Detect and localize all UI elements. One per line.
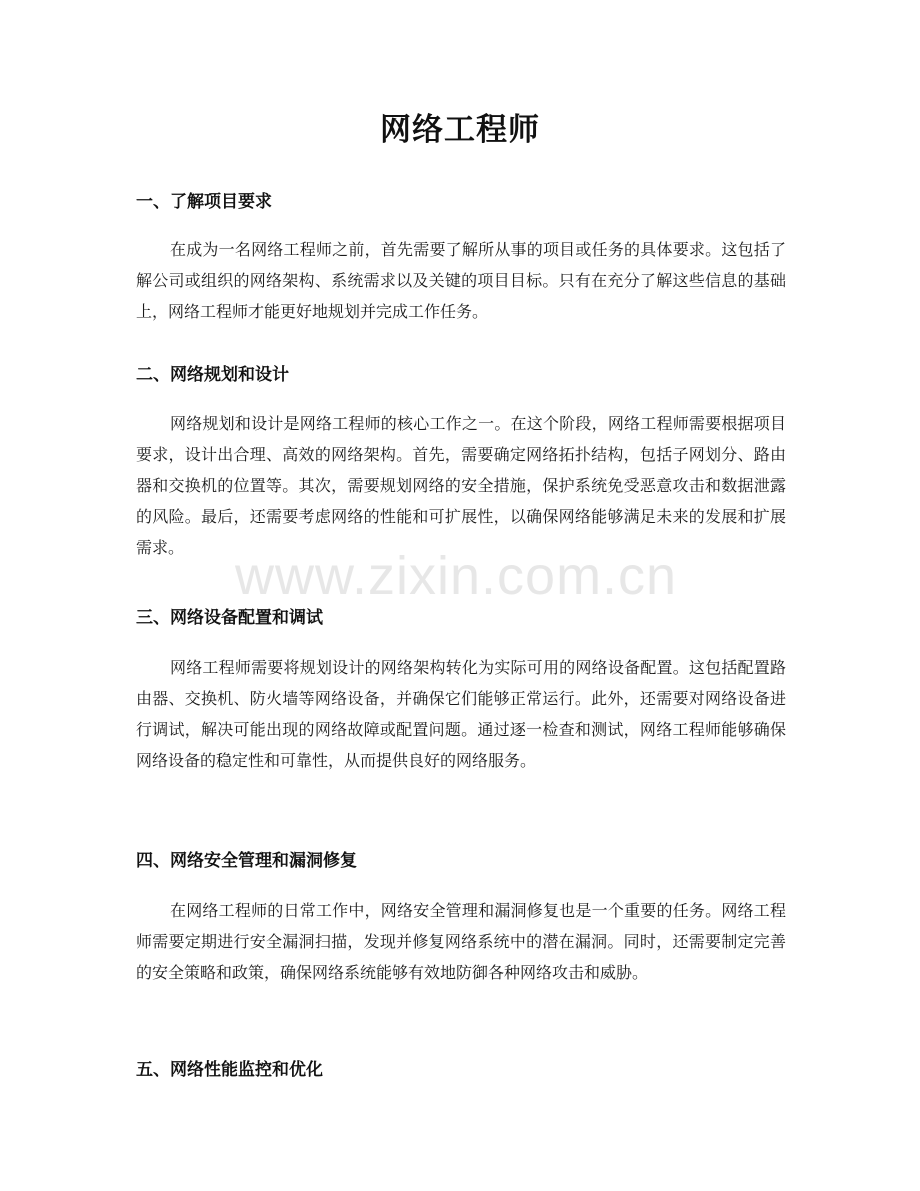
section-heading-2: 二、网络规划和设计 (136, 365, 289, 385)
document-title: 网络工程师 (380, 112, 540, 148)
section-body-3: 网络工程师需要将规划设计的网络架构转化为实际可用的网络设备配置。这包括配置路由器、交换机、防火墙等网络设备，并确保它们能够正常运行。此外，还需要对网络设备进行调试，解决可能出现的网络故障或配置问题。通过逐一检查和测试，网络工程师能够确保网络设备的稳定性和可靠性，从而提供良好的网络服务。 (136, 658, 786, 770)
section-heading-4: 四、网络安全管理和漏洞修复 (136, 851, 357, 871)
section-body-2: 网络规划和设计是网络工程师的核心工作之一。在这个阶段，网络工程师需要根据项目要求，设计出合理、高效的网络架构。首先，需要确定网络拓扑结构，包括子网划分、路由器和交换机的位置等。其次，需要规划网络的安全措施，保护系统免受恶意攻击和数据泄露的风险。最后，还需要考虑网络的性能和可扩展性，以确保网络能够满足未来的发展和扩展需求。 (136, 414, 786, 557)
section-heading-1: 一、了解项目要求 (136, 192, 272, 212)
section-body-1: 在成为一名网络工程师之前，首先需要了解所从事的项目或任务的具体要求。这包括了解公司或组织的网络架构、系统需求以及关键的项目目标。只有在充分了解这些信息的基础上，网络工程师才能更好地规划并完成工作任务。 (136, 240, 786, 321)
section-heading-3: 三、网络设备配置和调试 (136, 608, 323, 628)
watermark: www.zixin.com.cn (235, 546, 678, 606)
section-heading-5: 五、网络性能监控和优化 (136, 1060, 323, 1080)
section-body-4: 在网络工程师的日常工作中，网络安全管理和漏洞修复也是一个重要的任务。网络工程师需要定期进行安全漏洞扫描，发现并修复网络系统中的潜在漏洞。同时，还需要制定完善的安全策略和政策，确保网络系统能够有效地防御各种网络攻击和威胁。 (136, 901, 786, 982)
